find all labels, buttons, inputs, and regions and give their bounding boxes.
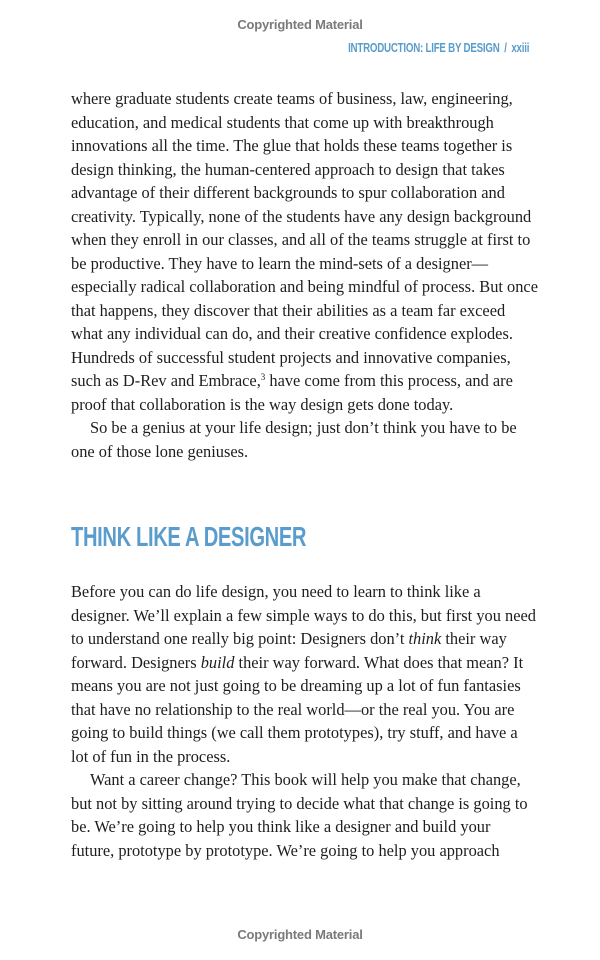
section-heading: THINK LIKE A DESIGNER bbox=[71, 521, 307, 552]
text-line: design thinking, the human-centered approach to design that takes bbox=[71, 159, 505, 179]
text-segment: their way forward. What does that mean? It bbox=[234, 652, 524, 672]
text-line: what any individual can do, and their creative confidence explodes. bbox=[71, 324, 513, 343]
text-line: that have no relationship to the real world—or the real you. You are bbox=[71, 699, 515, 719]
text-line: So be a genius at your life design; just don’t think you have to be bbox=[90, 418, 517, 437]
text-line: especially radical collaboration and being mindful of process. But once bbox=[71, 277, 538, 296]
text-line bbox=[71, 369, 533, 393]
text-line: one of those lone geniuses. bbox=[71, 441, 249, 461]
text-line: means you are not just going to be dreaming up a lot of fun fantasies bbox=[71, 676, 521, 695]
text-segment: have come from this process, and are bbox=[265, 371, 513, 390]
text-segment: forward. Designers bbox=[71, 652, 201, 672]
text-line: advantage of their different backgrounds to spur collaboration and bbox=[71, 183, 505, 202]
text-line: proof that collaboration is the way design gets done today. bbox=[71, 394, 454, 414]
text-line: be productive. They have to learn the mind-sets of a designer— bbox=[71, 253, 489, 273]
text-line: education, and medical students that come up with breakthrough bbox=[71, 112, 494, 132]
chapter-title: INTRODUCTION: LIFE BY DESIGN bbox=[347, 41, 500, 55]
page-number: xxiii bbox=[511, 41, 529, 55]
text-line: creativity. Typically, none of the students have any design background bbox=[71, 206, 532, 226]
paragraph-block-1 bbox=[71, 87, 538, 463]
copyright-watermark-top: Copyrighted Material bbox=[237, 17, 363, 32]
copyright-watermark-bottom: Copyrighted Material bbox=[237, 927, 363, 942]
text-line: going to build things (we call them prototypes), try stuff, and have a bbox=[71, 723, 518, 742]
text-line: future, prototype by prototype. We’re going to help you approach bbox=[71, 840, 500, 860]
text-line: designer. We’ll explain a few simple ways to do this, but first you need bbox=[71, 605, 536, 625]
text-line: that happens, they discover that their abilities as a team far exceed bbox=[71, 300, 506, 320]
paragraph-block-2 bbox=[71, 580, 536, 862]
emphasis-think: think bbox=[408, 629, 442, 648]
text-segment: their way bbox=[441, 629, 507, 648]
text-line: when they enroll in our classes, and all of the teams struggle at first to bbox=[71, 230, 531, 249]
text-line: lot of fun in the process. bbox=[71, 746, 231, 766]
text-segment: such as D-Rev and Embrace, bbox=[71, 371, 261, 390]
separator: / bbox=[504, 41, 507, 55]
footnote-reference[interactable]: 3 bbox=[260, 372, 266, 382]
running-head bbox=[348, 41, 529, 55]
text-line: Want a career change? This book will help you make that change, bbox=[90, 770, 521, 789]
text-line: innovations all the time. The glue that holds these teams together is bbox=[71, 136, 513, 155]
text-line: but not by sitting around trying to decide what that change is going to bbox=[71, 793, 528, 813]
text-line: be. We’re going to help you think like a designer and build your bbox=[71, 817, 491, 836]
text-segment: to understand one really big point: Designers don’t bbox=[71, 629, 409, 648]
text-line: Before you can do life design, you need to learn to think like a bbox=[71, 582, 481, 601]
text-line: Hundreds of successful student projects and innovative companies, bbox=[71, 347, 511, 367]
text-line bbox=[71, 627, 533, 651]
text-line: where graduate students create teams of business, law, engineering, bbox=[71, 89, 513, 108]
emphasis-build: build bbox=[200, 652, 235, 672]
text-line bbox=[71, 651, 533, 675]
